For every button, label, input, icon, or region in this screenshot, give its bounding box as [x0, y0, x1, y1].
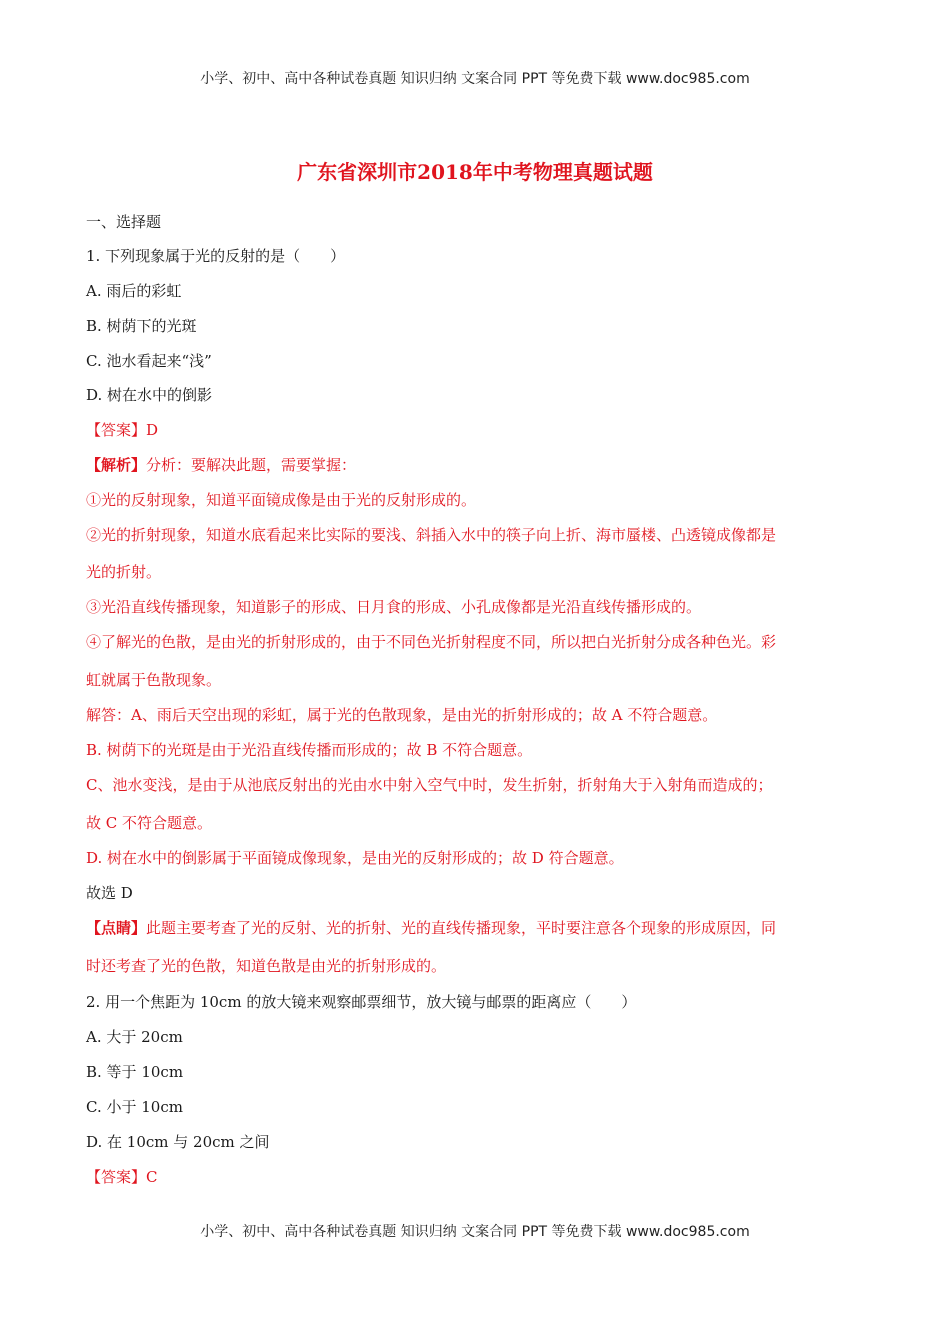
answer-tag: 【答案】 [86, 1168, 147, 1186]
analysis-tag: 【解析】 [86, 456, 147, 474]
analysis-point-2: ②光的折射现象，知道水底看起来比实际的要浅、斜插入水中的筷子向上折、海市蜃楼、凸透镜成像都是 [86, 526, 777, 544]
q1-analysis [86, 455, 866, 475]
analysis-point-4-cont: 虹就属于色散现象。 [86, 671, 222, 689]
analysis-lead: 分析：要解决此题，需要掌握： [146, 456, 357, 474]
q2-stem: 2. 用一个焦距为 10cm 的放大镜来观察邮票细节，放大镜与邮票的距离应（ ） [86, 993, 637, 1011]
solution-c: C、池水变浅，是由于从池底反射出的光由水中射入空气中时，发生折射，折射角大于入射角而造成的； [86, 776, 773, 794]
solution-b: B. 树荫下的光斑是由于光沿直线传播而形成的；故 B 不符合题意。 [86, 741, 533, 759]
q1-option-b: B. 树荫下的光斑 [86, 317, 197, 335]
answer-tag: 【答案】 [86, 421, 147, 439]
q1-comment [86, 918, 866, 938]
page-header: 小学、初中、高中各种试卷真题 知识归纳 文案合同 PPT 等免费下载 www.doc985.com [200, 71, 750, 87]
q1-comment-cont: 时还考查了光的色散，知道色散是由光的折射形成的。 [86, 957, 447, 975]
q2-option-a: A. 大于 20cm [86, 1028, 183, 1046]
analysis-point-4: ④了解光的色散，是由光的折射形成的，由于不同色光折射程度不同，所以把白光折射分成各种色光。彩 [86, 633, 777, 651]
q2-option-b: B. 等于 10cm [86, 1063, 184, 1081]
solution-a: 解答：A、雨后天空出现的彩虹，属于光的色散现象，是由光的折射形成的；故 A 不符合题意。 [86, 706, 718, 724]
q1-stem: 1. 下列现象属于光的反射的是（ ） [86, 247, 346, 265]
q1-option-c: C. 池水看起来“浅” [86, 352, 212, 370]
solution-d: D. 树在水中的倒影属于平面镜成像现象，是由光的反射形成的；故 D 符合题意。 [86, 849, 624, 867]
comment-text: 此题主要考查了光的反射、光的折射、光的直线传播现象，平时要注意各个现象的形成原因，同 [146, 919, 777, 937]
q2-answer [86, 1167, 866, 1187]
document-title: 广东省深圳市2018年中考物理真题试题 [297, 160, 653, 184]
section-heading: 一、选择题 [86, 213, 162, 231]
page-footer: 小学、初中、高中各种试卷真题 知识归纳 文案合同 PPT 等免费下载 www.doc985.com [200, 1224, 750, 1240]
q1-option-a: A. 雨后的彩虹 [86, 282, 182, 300]
answer-value: C [146, 1168, 158, 1186]
q2-option-c: C. 小于 10cm [86, 1098, 183, 1116]
answer-value: D [146, 421, 159, 439]
q1-option-d: D. 树在水中的倒影 [86, 386, 213, 404]
analysis-point-2-cont: 光的折射。 [86, 563, 162, 581]
solution-c-cont: 故 C 不符合题意。 [86, 814, 213, 832]
analysis-point-1: ①光的反射现象，知道平面镜成像是由于光的反射形成的。 [86, 491, 477, 509]
q2-option-d: D. 在 10cm 与 20cm 之间 [86, 1133, 270, 1151]
comment-tag: 【点睛】 [86, 919, 147, 937]
analysis-point-3: ③光沿直线传播现象，知道影子的形成、日月食的形成、小孔成像都是光沿直线传播形成的。 [86, 598, 702, 616]
q1-choice: 故选 D [86, 884, 133, 902]
q1-answer [86, 420, 866, 440]
